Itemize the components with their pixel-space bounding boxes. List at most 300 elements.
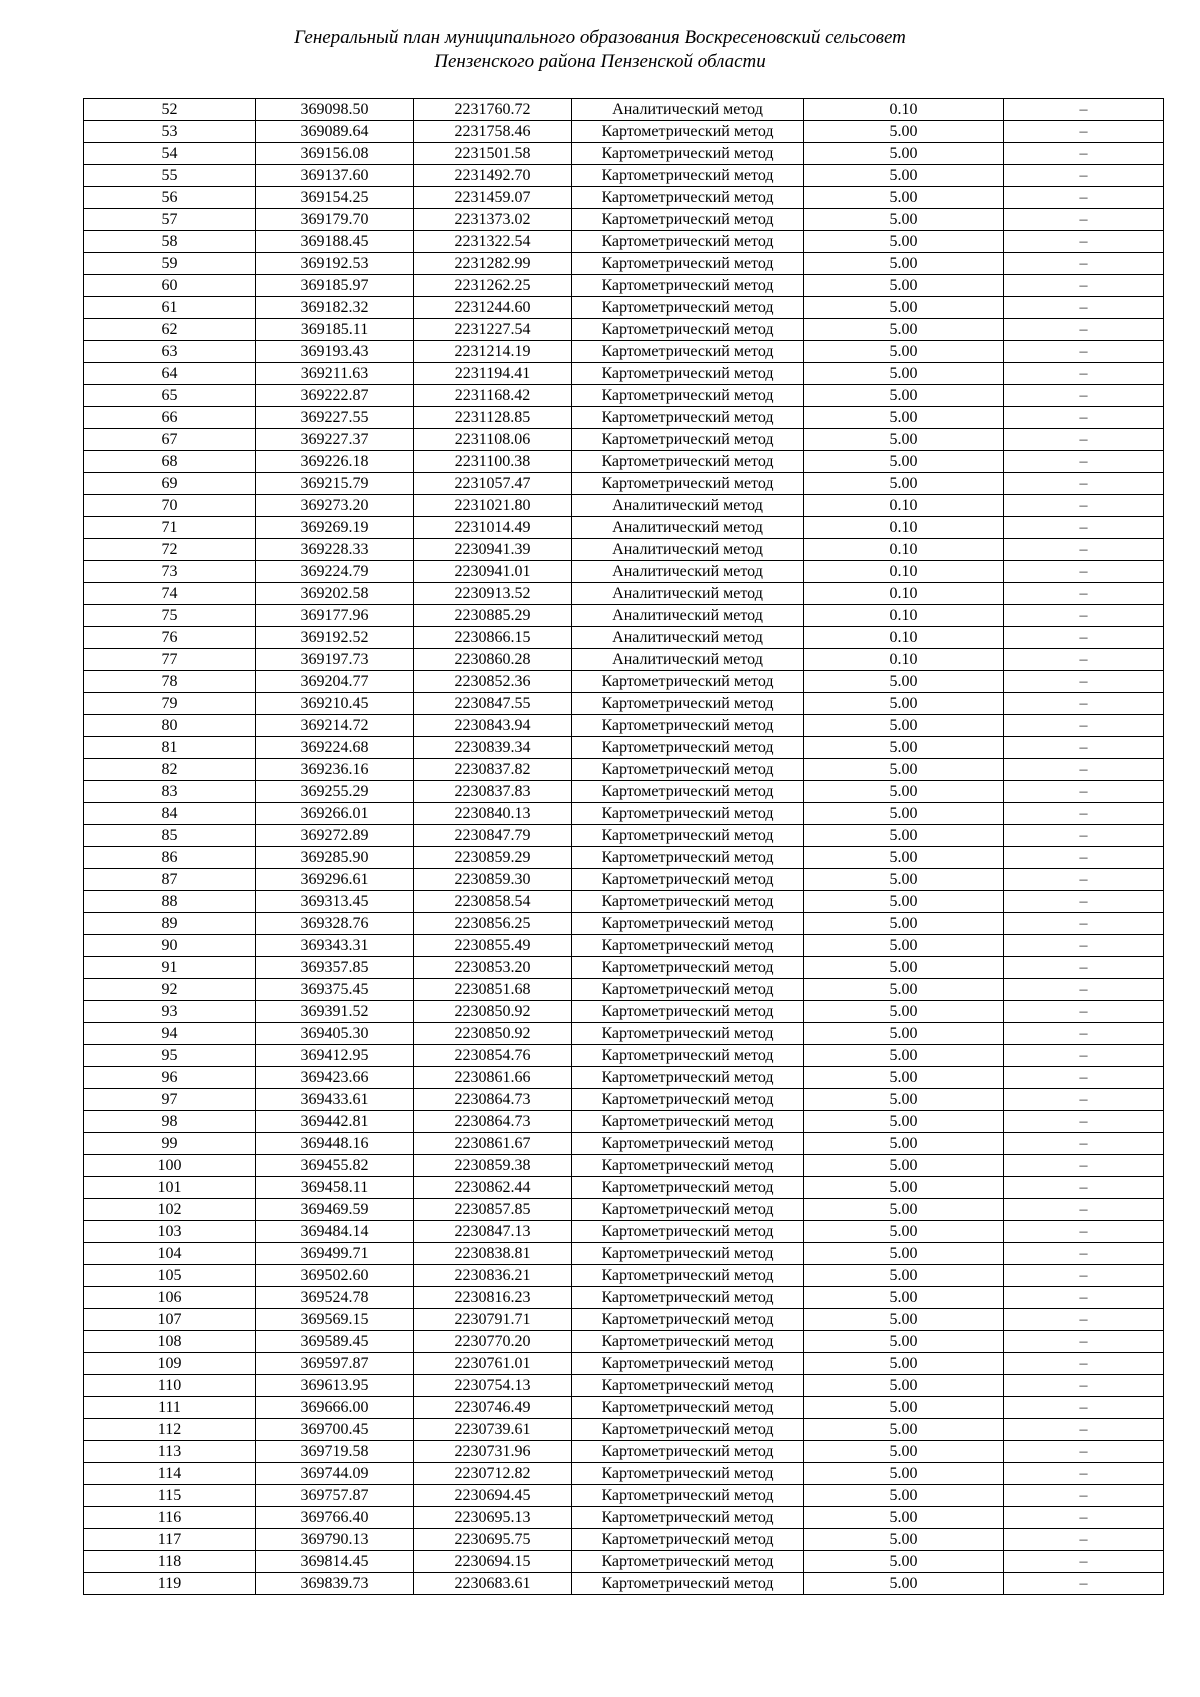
x-coordinate-cell: 369502.60	[256, 1265, 414, 1287]
y-coordinate-cell: 2230851.68	[414, 979, 572, 1001]
method-cell: Картометрический метод	[572, 165, 804, 187]
y-coordinate-cell: 2230695.75	[414, 1529, 572, 1551]
accuracy-cell: 5.00	[804, 385, 1004, 407]
x-coordinate-cell: 369192.53	[256, 253, 414, 275]
table-row	[84, 913, 1164, 935]
point-number-cell: 109	[84, 1353, 256, 1375]
note-cell: –	[1004, 1067, 1164, 1089]
table-row	[84, 847, 1164, 869]
accuracy-cell: 5.00	[804, 165, 1004, 187]
y-coordinate-cell: 2230864.73	[414, 1111, 572, 1133]
x-coordinate-cell: 369391.52	[256, 1001, 414, 1023]
point-number-cell: 61	[84, 297, 256, 319]
point-number-cell: 69	[84, 473, 256, 495]
method-cell: Картометрический метод	[572, 1331, 804, 1353]
table-row	[84, 891, 1164, 913]
y-coordinate-cell: 2231282.99	[414, 253, 572, 275]
accuracy-cell: 5.00	[804, 407, 1004, 429]
y-coordinate-cell: 2230864.73	[414, 1089, 572, 1111]
method-cell: Картометрический метод	[572, 341, 804, 363]
note-cell: –	[1004, 1243, 1164, 1265]
header-line-1: Генеральный план муниципального образования Воскресеновский сельсовет	[294, 27, 906, 48]
y-coordinate-cell: 2231760.72	[414, 99, 572, 121]
point-number-cell: 104	[84, 1243, 256, 1265]
note-cell: –	[1004, 737, 1164, 759]
note-cell: –	[1004, 121, 1164, 143]
table-row	[84, 1463, 1164, 1485]
point-number-cell: 96	[84, 1067, 256, 1089]
method-cell: Картометрический метод	[572, 1155, 804, 1177]
x-coordinate-cell: 369343.31	[256, 935, 414, 957]
accuracy-cell: 5.00	[804, 1309, 1004, 1331]
method-cell: Картометрический метод	[572, 1485, 804, 1507]
point-number-cell: 70	[84, 495, 256, 517]
method-cell: Картометрический метод	[572, 1463, 804, 1485]
y-coordinate-cell: 2230843.94	[414, 715, 572, 737]
accuracy-cell: 0.10	[804, 517, 1004, 539]
y-coordinate-cell: 2230861.66	[414, 1067, 572, 1089]
accuracy-cell: 5.00	[804, 1199, 1004, 1221]
table-row	[84, 99, 1164, 121]
y-coordinate-cell: 2231758.46	[414, 121, 572, 143]
y-coordinate-cell: 2230858.54	[414, 891, 572, 913]
accuracy-cell: 5.00	[804, 869, 1004, 891]
y-coordinate-cell: 2230840.13	[414, 803, 572, 825]
method-cell: Картометрический метод	[572, 803, 804, 825]
table-row	[84, 1177, 1164, 1199]
accuracy-cell: 5.00	[804, 913, 1004, 935]
x-coordinate-cell: 369412.95	[256, 1045, 414, 1067]
x-coordinate-cell: 369700.45	[256, 1419, 414, 1441]
table-row	[84, 1353, 1164, 1375]
point-number-cell: 90	[84, 935, 256, 957]
y-coordinate-cell: 2230712.82	[414, 1463, 572, 1485]
note-cell: –	[1004, 1485, 1164, 1507]
point-number-cell: 100	[84, 1155, 256, 1177]
note-cell: –	[1004, 1573, 1164, 1595]
x-coordinate-cell: 369226.18	[256, 451, 414, 473]
x-coordinate-cell: 369227.55	[256, 407, 414, 429]
y-coordinate-cell: 2230739.61	[414, 1419, 572, 1441]
note-cell: –	[1004, 1331, 1164, 1353]
y-coordinate-cell: 2230731.96	[414, 1441, 572, 1463]
x-coordinate-cell: 369272.89	[256, 825, 414, 847]
x-coordinate-cell: 369484.14	[256, 1221, 414, 1243]
x-coordinate-cell: 369193.43	[256, 341, 414, 363]
x-coordinate-cell: 369185.11	[256, 319, 414, 341]
point-number-cell: 117	[84, 1529, 256, 1551]
accuracy-cell: 5.00	[804, 319, 1004, 341]
y-coordinate-cell: 2230683.61	[414, 1573, 572, 1595]
y-coordinate-cell: 2230852.36	[414, 671, 572, 693]
y-coordinate-cell: 2230847.79	[414, 825, 572, 847]
table-row	[84, 187, 1164, 209]
table-row	[84, 231, 1164, 253]
x-coordinate-cell: 369211.63	[256, 363, 414, 385]
y-coordinate-cell: 2230941.39	[414, 539, 572, 561]
method-cell: Картометрический метод	[572, 1177, 804, 1199]
x-coordinate-cell: 369222.87	[256, 385, 414, 407]
note-cell: –	[1004, 913, 1164, 935]
method-cell: Аналитический метод	[572, 517, 804, 539]
accuracy-cell: 5.00	[804, 1551, 1004, 1573]
table-row	[84, 1441, 1164, 1463]
accuracy-cell: 5.00	[804, 759, 1004, 781]
point-number-cell: 79	[84, 693, 256, 715]
x-coordinate-cell: 369524.78	[256, 1287, 414, 1309]
note-cell: –	[1004, 297, 1164, 319]
x-coordinate-cell: 369589.45	[256, 1331, 414, 1353]
point-number-cell: 65	[84, 385, 256, 407]
accuracy-cell: 5.00	[804, 473, 1004, 495]
point-number-cell: 52	[84, 99, 256, 121]
point-number-cell: 110	[84, 1375, 256, 1397]
table-row	[84, 1507, 1164, 1529]
method-cell: Картометрический метод	[572, 715, 804, 737]
point-number-cell: 63	[84, 341, 256, 363]
note-cell: –	[1004, 1287, 1164, 1309]
x-coordinate-cell: 369613.95	[256, 1375, 414, 1397]
point-number-cell: 73	[84, 561, 256, 583]
point-number-cell: 106	[84, 1287, 256, 1309]
method-cell: Картометрический метод	[572, 1353, 804, 1375]
note-cell: –	[1004, 473, 1164, 495]
table-row	[84, 803, 1164, 825]
note-cell: –	[1004, 165, 1164, 187]
accuracy-cell: 5.00	[804, 825, 1004, 847]
accuracy-cell: 5.00	[804, 1529, 1004, 1551]
note-cell: –	[1004, 957, 1164, 979]
note-cell: –	[1004, 517, 1164, 539]
note-cell: –	[1004, 935, 1164, 957]
method-cell: Картометрический метод	[572, 231, 804, 253]
note-cell: –	[1004, 1045, 1164, 1067]
accuracy-cell: 5.00	[804, 1023, 1004, 1045]
table-row	[84, 605, 1164, 627]
method-cell: Картометрический метод	[572, 693, 804, 715]
y-coordinate-cell: 2230770.20	[414, 1331, 572, 1353]
y-coordinate-cell: 2230866.15	[414, 627, 572, 649]
table-row	[84, 1243, 1164, 1265]
method-cell: Картометрический метод	[572, 1199, 804, 1221]
x-coordinate-cell: 369790.13	[256, 1529, 414, 1551]
point-number-cell: 68	[84, 451, 256, 473]
note-cell: –	[1004, 209, 1164, 231]
table-row	[84, 561, 1164, 583]
y-coordinate-cell: 2231492.70	[414, 165, 572, 187]
method-cell: Картометрический метод	[572, 1045, 804, 1067]
table-row	[84, 671, 1164, 693]
method-cell: Картометрический метод	[572, 1441, 804, 1463]
table-row	[84, 429, 1164, 451]
table-row	[84, 1551, 1164, 1573]
table-row	[84, 1309, 1164, 1331]
note-cell: –	[1004, 407, 1164, 429]
note-cell: –	[1004, 99, 1164, 121]
method-cell: Картометрический метод	[572, 121, 804, 143]
y-coordinate-cell: 2230847.13	[414, 1221, 572, 1243]
x-coordinate-cell: 369458.11	[256, 1177, 414, 1199]
note-cell: –	[1004, 869, 1164, 891]
x-coordinate-cell: 369228.33	[256, 539, 414, 561]
y-coordinate-cell: 2230860.28	[414, 649, 572, 671]
point-number-cell: 95	[84, 1045, 256, 1067]
method-cell: Картометрический метод	[572, 187, 804, 209]
accuracy-cell: 5.00	[804, 803, 1004, 825]
y-coordinate-cell: 2230856.25	[414, 913, 572, 935]
method-cell: Картометрический метод	[572, 1111, 804, 1133]
method-cell: Картометрический метод	[572, 1067, 804, 1089]
method-cell: Картометрический метод	[572, 1397, 804, 1419]
accuracy-cell: 5.00	[804, 1573, 1004, 1595]
table-row	[84, 759, 1164, 781]
x-coordinate-cell: 369227.37	[256, 429, 414, 451]
accuracy-cell: 5.00	[804, 429, 1004, 451]
point-number-cell: 102	[84, 1199, 256, 1221]
x-coordinate-cell: 369442.81	[256, 1111, 414, 1133]
method-cell: Картометрический метод	[572, 451, 804, 473]
method-cell: Картометрический метод	[572, 407, 804, 429]
x-coordinate-cell: 369255.29	[256, 781, 414, 803]
point-number-cell: 105	[84, 1265, 256, 1287]
accuracy-cell: 0.10	[804, 605, 1004, 627]
note-cell: –	[1004, 1265, 1164, 1287]
point-number-cell: 114	[84, 1463, 256, 1485]
x-coordinate-cell: 369192.52	[256, 627, 414, 649]
point-number-cell: 64	[84, 363, 256, 385]
note-cell: –	[1004, 1463, 1164, 1485]
document-header	[0, 26, 1200, 74]
method-cell: Картометрический метод	[572, 1001, 804, 1023]
accuracy-cell: 0.10	[804, 495, 1004, 517]
method-cell: Картометрический метод	[572, 1089, 804, 1111]
point-number-cell: 119	[84, 1573, 256, 1595]
accuracy-cell: 5.00	[804, 715, 1004, 737]
note-cell: –	[1004, 385, 1164, 407]
y-coordinate-cell: 2230836.21	[414, 1265, 572, 1287]
y-coordinate-cell: 2230838.81	[414, 1243, 572, 1265]
table-row	[84, 1089, 1164, 1111]
point-number-cell: 60	[84, 275, 256, 297]
table-row	[84, 165, 1164, 187]
point-number-cell: 76	[84, 627, 256, 649]
table-row	[84, 1001, 1164, 1023]
method-cell: Картометрический метод	[572, 363, 804, 385]
accuracy-cell: 5.00	[804, 1397, 1004, 1419]
accuracy-cell: 5.00	[804, 1089, 1004, 1111]
method-cell: Картометрический метод	[572, 1243, 804, 1265]
x-coordinate-cell: 369839.73	[256, 1573, 414, 1595]
note-cell: –	[1004, 671, 1164, 693]
method-cell: Аналитический метод	[572, 495, 804, 517]
note-cell: –	[1004, 847, 1164, 869]
x-coordinate-cell: 369285.90	[256, 847, 414, 869]
x-coordinate-cell: 369224.79	[256, 561, 414, 583]
accuracy-cell: 5.00	[804, 1331, 1004, 1353]
method-cell: Картометрический метод	[572, 781, 804, 803]
y-coordinate-cell: 2230837.83	[414, 781, 572, 803]
x-coordinate-cell: 369273.20	[256, 495, 414, 517]
method-cell: Картометрический метод	[572, 1309, 804, 1331]
y-coordinate-cell: 2230850.92	[414, 1001, 572, 1023]
y-coordinate-cell: 2231194.41	[414, 363, 572, 385]
x-coordinate-cell: 369177.96	[256, 605, 414, 627]
method-cell: Картометрический метод	[572, 209, 804, 231]
accuracy-cell: 5.00	[804, 1133, 1004, 1155]
note-cell: –	[1004, 583, 1164, 605]
accuracy-cell: 5.00	[804, 693, 1004, 715]
accuracy-cell: 5.00	[804, 737, 1004, 759]
note-cell: –	[1004, 1441, 1164, 1463]
method-cell: Картометрический метод	[572, 1133, 804, 1155]
point-number-cell: 99	[84, 1133, 256, 1155]
method-cell: Картометрический метод	[572, 957, 804, 979]
note-cell: –	[1004, 803, 1164, 825]
note-cell: –	[1004, 715, 1164, 737]
method-cell: Картометрический метод	[572, 1265, 804, 1287]
table-row	[84, 1529, 1164, 1551]
x-coordinate-cell: 369185.97	[256, 275, 414, 297]
method-cell: Картометрический метод	[572, 979, 804, 1001]
point-number-cell: 111	[84, 1397, 256, 1419]
note-cell: –	[1004, 891, 1164, 913]
point-number-cell: 91	[84, 957, 256, 979]
y-coordinate-cell: 2230857.85	[414, 1199, 572, 1221]
note-cell: –	[1004, 759, 1164, 781]
method-cell: Картометрический метод	[572, 1551, 804, 1573]
x-coordinate-cell: 369269.19	[256, 517, 414, 539]
table-row	[84, 275, 1164, 297]
point-number-cell: 118	[84, 1551, 256, 1573]
point-number-cell: 86	[84, 847, 256, 869]
table-row	[84, 1265, 1164, 1287]
accuracy-cell: 5.00	[804, 935, 1004, 957]
accuracy-cell: 5.00	[804, 1353, 1004, 1375]
accuracy-cell: 0.10	[804, 649, 1004, 671]
point-number-cell: 101	[84, 1177, 256, 1199]
table-row	[84, 627, 1164, 649]
y-coordinate-cell: 2230885.29	[414, 605, 572, 627]
point-number-cell: 92	[84, 979, 256, 1001]
point-number-cell: 108	[84, 1331, 256, 1353]
note-cell: –	[1004, 627, 1164, 649]
y-coordinate-cell: 2230847.55	[414, 693, 572, 715]
note-cell: –	[1004, 231, 1164, 253]
y-coordinate-cell: 2230862.44	[414, 1177, 572, 1199]
method-cell: Картометрический метод	[572, 275, 804, 297]
table-row	[84, 1485, 1164, 1507]
accuracy-cell: 5.00	[804, 253, 1004, 275]
note-cell: –	[1004, 539, 1164, 561]
point-number-cell: 54	[84, 143, 256, 165]
point-number-cell: 58	[84, 231, 256, 253]
point-number-cell: 55	[84, 165, 256, 187]
note-cell: –	[1004, 693, 1164, 715]
y-coordinate-cell: 2230859.30	[414, 869, 572, 891]
table-row	[84, 495, 1164, 517]
method-cell: Аналитический метод	[572, 605, 804, 627]
y-coordinate-cell: 2231014.49	[414, 517, 572, 539]
x-coordinate-cell: 369313.45	[256, 891, 414, 913]
accuracy-cell: 5.00	[804, 979, 1004, 1001]
method-cell: Картометрический метод	[572, 1529, 804, 1551]
y-coordinate-cell: 2231244.60	[414, 297, 572, 319]
accuracy-cell: 5.00	[804, 275, 1004, 297]
x-coordinate-cell: 369098.50	[256, 99, 414, 121]
accuracy-cell: 5.00	[804, 1221, 1004, 1243]
coordinates-table	[83, 98, 1164, 1595]
method-cell: Картометрический метод	[572, 1573, 804, 1595]
x-coordinate-cell: 369154.25	[256, 187, 414, 209]
y-coordinate-cell: 2230859.38	[414, 1155, 572, 1177]
note-cell: –	[1004, 341, 1164, 363]
x-coordinate-cell: 369357.85	[256, 957, 414, 979]
note-cell: –	[1004, 1529, 1164, 1551]
accuracy-cell: 5.00	[804, 1067, 1004, 1089]
method-cell: Картометрический метод	[572, 297, 804, 319]
point-number-cell: 83	[84, 781, 256, 803]
y-coordinate-cell: 2230861.67	[414, 1133, 572, 1155]
x-coordinate-cell: 369296.61	[256, 869, 414, 891]
y-coordinate-cell: 2230816.23	[414, 1287, 572, 1309]
method-cell: Картометрический метод	[572, 847, 804, 869]
accuracy-cell: 5.00	[804, 1265, 1004, 1287]
table-row	[84, 341, 1164, 363]
x-coordinate-cell: 369214.72	[256, 715, 414, 737]
method-cell: Картометрический метод	[572, 1507, 804, 1529]
x-coordinate-cell: 369210.45	[256, 693, 414, 715]
x-coordinate-cell: 369197.73	[256, 649, 414, 671]
table-row	[84, 1573, 1164, 1595]
x-coordinate-cell: 369455.82	[256, 1155, 414, 1177]
method-cell: Картометрический метод	[572, 869, 804, 891]
table-row	[84, 1023, 1164, 1045]
point-number-cell: 87	[84, 869, 256, 891]
accuracy-cell: 5.00	[804, 1485, 1004, 1507]
y-coordinate-cell: 2231100.38	[414, 451, 572, 473]
point-number-cell: 81	[84, 737, 256, 759]
table-row	[84, 825, 1164, 847]
point-number-cell: 75	[84, 605, 256, 627]
y-coordinate-cell: 2230754.13	[414, 1375, 572, 1397]
accuracy-cell: 5.00	[804, 1243, 1004, 1265]
method-cell: Аналитический метод	[572, 561, 804, 583]
point-number-cell: 103	[84, 1221, 256, 1243]
table-row	[84, 473, 1164, 495]
point-number-cell: 82	[84, 759, 256, 781]
accuracy-cell: 5.00	[804, 1155, 1004, 1177]
note-cell: –	[1004, 495, 1164, 517]
x-coordinate-cell: 369266.01	[256, 803, 414, 825]
y-coordinate-cell: 2231459.07	[414, 187, 572, 209]
y-coordinate-cell: 2231373.02	[414, 209, 572, 231]
table-row	[84, 1199, 1164, 1221]
table-row	[84, 583, 1164, 605]
x-coordinate-cell: 369188.45	[256, 231, 414, 253]
note-cell: –	[1004, 1397, 1164, 1419]
note-cell: –	[1004, 275, 1164, 297]
point-number-cell: 53	[84, 121, 256, 143]
accuracy-cell: 5.00	[804, 1001, 1004, 1023]
y-coordinate-cell: 2230941.01	[414, 561, 572, 583]
point-number-cell: 113	[84, 1441, 256, 1463]
accuracy-cell: 5.00	[804, 1463, 1004, 1485]
point-number-cell: 84	[84, 803, 256, 825]
table-row	[84, 935, 1164, 957]
accuracy-cell: 5.00	[804, 781, 1004, 803]
note-cell: –	[1004, 429, 1164, 451]
x-coordinate-cell: 369597.87	[256, 1353, 414, 1375]
